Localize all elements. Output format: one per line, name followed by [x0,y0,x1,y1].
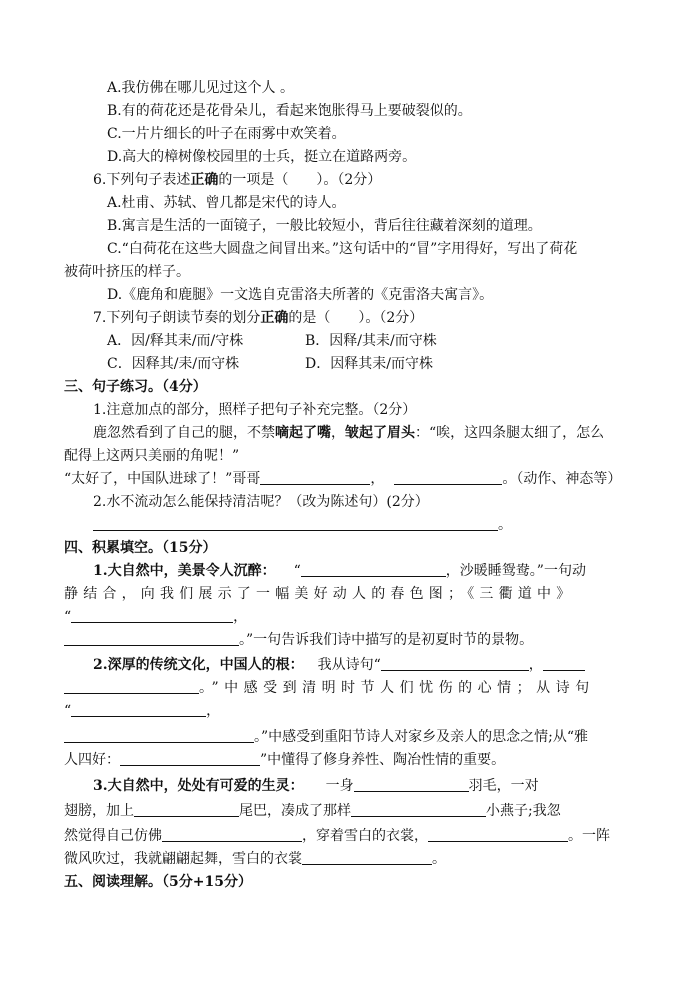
q5-option-c: C.一片片细长的叶子在雨雾中欢笑着。 [107,126,346,142]
sec4-p2-line1 [93,655,585,675]
sec4-p3-l2b: 尾巴，凑成了那样 [239,803,351,819]
sec4-p1-line1 [93,561,586,581]
sec3-ex3-post: 。（动作、神态等） [502,471,622,487]
q6-stem [93,170,381,190]
sec4-p2-a: 我从诗句“ [317,657,381,673]
sec3-q2: 2.水不流动怎么能保持清洁呢？（改为陈述句）(2分） [93,494,429,510]
q5-option-a: A.我仿佛在哪儿见过这个人 。 [107,80,295,96]
sec3-ex1-pre: 鹿忽然看到了自己的腿，不禁 [93,425,275,441]
q7-stem [93,308,423,328]
sec4-p2-l3b: ， [206,703,221,719]
sec4-p3-l4b: 。 [432,851,446,867]
sec4-p3-line3 [64,826,610,846]
sec4-p1-b: ，沙暖睡鸳鸯。”一句动 [445,563,586,579]
sec4-p1-line3 [64,607,247,627]
sec4-p2-line3 [64,701,220,721]
sec4-p1-bold: 1.大自然中，美景令人沉醉： [93,563,276,579]
sec3-ex3-mid: ， [370,471,385,487]
sec4-p2-l4: 。”中感受到重阳节诗人对家乡及亲人的思念之情;从“雅 [254,729,589,745]
answer-blank[interactable] [302,850,432,865]
sec4-p3-l3c: 。一阵 [568,828,610,844]
q6-option-c-line2: 被荷叶挤压的样子。 [64,264,190,280]
q7-option-b: B．因释/其耒/而守株 [305,333,437,349]
sec3-ex3-pre: “太好了，中国队进球了！”哥哥 [64,471,261,487]
answer-blank[interactable] [64,631,239,646]
sec4-p1-l3b: ， [233,609,248,625]
answer-blank[interactable] [543,656,585,671]
section4-title: 四、积累填空。（15分） [64,540,217,556]
q6-option-c-line1: C.“白荷花在这些大圆盘之间冒出来。”这句话中的“冒”字用得好，写出了荷花 [107,241,578,257]
q7-stem-bold: 正确 [260,310,289,326]
sec4-p3-l2c: 小燕子;我忽 [486,803,561,819]
sec4-p2-line5 [64,750,505,770]
sec4-p3-a: 一身 [325,778,354,794]
answer-blank[interactable] [162,827,302,842]
sec3-fill-line [64,469,621,489]
sec4-p1-a: “ [293,563,301,579]
sec3-q2-end: 。 [498,517,512,533]
q7-stem-pre: 7.下列句子朗读节奏的划分 [93,310,261,326]
answer-blank[interactable] [134,802,239,817]
answer-blank[interactable] [354,777,469,792]
answer-blank[interactable] [260,470,370,485]
sec4-p3-line4 [64,849,446,869]
q7-option-c: C．因释其/耒/而守株 [107,356,240,372]
answer-blank[interactable] [64,728,254,743]
sec3-ex1-post: ：“唉，这四条腿太细了，怎么 [415,425,605,441]
answer-blank[interactable] [351,802,486,817]
sec4-p2-l3: “ [64,703,72,719]
sec4-p1-l3: “ [64,609,72,625]
sec3-example-line2: 配得上这两只美丽的角呢！” [64,448,240,464]
answer-blank[interactable] [301,562,446,577]
sec4-p2-l5b: ”中懂得了修身养性、陶冶性情的重要。 [260,752,506,768]
answer-blank[interactable] [381,656,529,671]
sec4-p2-line4 [64,727,588,747]
answer-blank[interactable] [71,608,233,623]
sec4-p3-b: 羽毛，一对 [468,778,539,794]
sec3-q2-answer [93,515,512,535]
q6-stem-pre: 6.下列句子表述 [93,172,191,188]
q6-option-a: A.杜甫、苏轼、曾几都是宋代的诗人。 [107,195,346,211]
sec4-p2-l2: 。”中感受到清明时节人们忧伤的心情；从诗句 [199,680,595,696]
q7-option-a: A．因/释其耒/而/守株 [107,333,244,349]
q5-option-d: D.高大的樟树像校园里的士兵，挺立在道路两旁。 [107,149,417,165]
sec4-p2-line2 [64,678,595,698]
sec3-ex1-mid: ， [331,425,345,441]
q6-stem-post: 的一项是（ ）。（2分） [218,172,382,188]
sec4-p2-b: ， [528,657,543,673]
sec4-p3-l3a: 然觉得自己仿佛 [64,828,162,844]
q7-option-d: D．因释其耒/而守株 [305,356,433,372]
sec3-ex1-bold1: 嘀起了嘴 [275,425,331,441]
sec4-p2-bold: 2.深厚的传统文化，中国人的根： [93,657,304,673]
answer-blank[interactable] [71,702,206,717]
sec4-p3-line1 [93,776,539,796]
answer-blank[interactable] [64,679,199,694]
sec4-p3-bold: 3.大自然中，处处有可爱的生灵： [93,778,304,794]
sec4-p1-line4 [64,630,533,650]
answer-blank[interactable] [394,470,502,485]
sec4-p3-l2a: 翅膀，加上 [64,803,134,819]
sec3-example-line1 [93,423,604,443]
sec4-p1-line2: 静结合，向我们展示了一幅美好动人的春色图；《三衢道中》 [64,586,576,602]
section5-title: 五、阅读理解。（5分+15分） [64,874,252,890]
q6-stem-bold: 正确 [190,172,219,188]
section3-title: 三、句子练习。（4分） [64,379,207,395]
sec4-p1-l4: 。”一句告诉我们诗中描写的是初夏时节的景物。 [239,632,534,648]
sec4-p3-l3b: ，穿着雪白的衣裳， [302,828,428,844]
answer-blank[interactable] [428,827,568,842]
answer-blank[interactable] [93,516,498,531]
sec4-p3-l4a: 微风吹过，我就翩翩起舞，雪白的衣裳 [64,851,302,867]
q7-stem-post: 的是（ ）。（2分） [288,310,424,326]
sec3-ex1-bold2: 皱起了眉头 [345,425,415,441]
sec4-p3-line2 [64,801,561,821]
q6-option-b: B.寓言是生活的一面镜子，一般比较短小，背后往往藏着深刻的道理。 [107,218,542,234]
q5-option-b: B.有的荷花还是花骨朵儿，看起来饱胀得马上要破裂似的。 [107,103,472,119]
answer-blank[interactable] [120,751,260,766]
q6-option-d: D.《鹿角和鹿腿》一文选自克雷洛夫所著的《克雷洛夫寓言》。 [107,287,494,303]
sec4-p2-l5a: 人四好： [64,752,120,768]
sec3-q1: 1.注意加点的部分，照样子把句子补充完整。（2分） [93,402,417,418]
